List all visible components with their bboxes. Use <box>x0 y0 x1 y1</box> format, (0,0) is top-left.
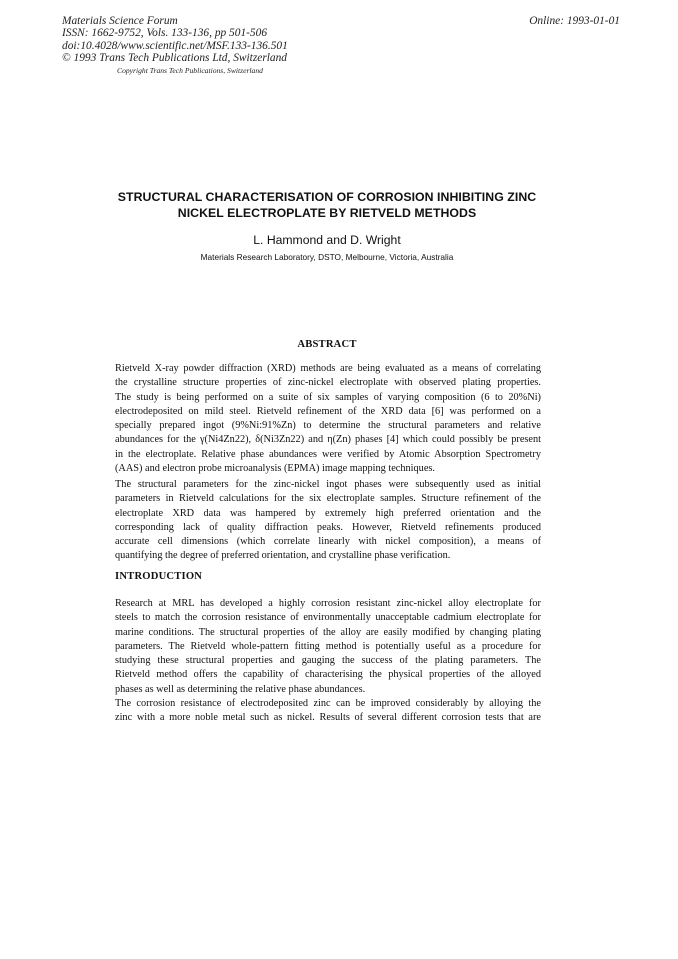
text-line: electrodeposited on mild steel. Rietveld refinement of the XRD data [6] was performed on a <box>115 405 541 417</box>
text-line: Research at MRL has developed a highly corrosion resistant zinc-nickel alloy electroplate for <box>115 598 541 609</box>
text-line: marine conditions. The structural properties of the alloy are easily modified by changing plating <box>115 626 541 638</box>
publisher-copyright: Copyright Trans Tech Publications, Switzerland <box>117 66 263 75</box>
text-line: specially prepared ingot (9%Ni:91%Zn) to determine the structural parameters and relative <box>115 420 541 432</box>
journal-name: Materials Science Forum <box>62 15 178 27</box>
text-line: zinc with a more noble metal such as nickel. Results of several different corrosion tests that are <box>115 712 541 724</box>
journal-metadata <box>62 15 288 65</box>
title-line: STRUCTURAL CHARACTERISATION OF CORROSION INHIBITING ZINC <box>117 190 537 204</box>
text-line: (AAS) and electron probe microanalysis (EPMA) image mapping techniques. <box>115 463 435 475</box>
doi-line: doi:10.4028/www.scientific.net/MSF.133-136.501 <box>62 39 288 52</box>
paper-title <box>96 189 558 221</box>
text-line: phases as well as determining the relative phase abundances. <box>115 683 366 695</box>
text-line: corresponding lack of quality diffraction peaks. However, Rietveld refinements produced <box>115 521 541 533</box>
text-line: The study is being performed on a suite of six samples of varying composition (6 to 20%Ni) <box>115 391 541 403</box>
title-line: NICKEL ELECTROPLATE BY RIETVELD METHODS <box>177 206 477 220</box>
abstract-heading: ABSTRACT <box>297 339 357 350</box>
text-line: The corrosion resistance of electrodeposited zinc can be improved considerably by alloying the <box>115 698 541 709</box>
text-line: abundances for the γ(Ni4Zn22), δ(Ni3Zn22) and η(Zn) phases [4] which could possibly be present <box>115 434 541 446</box>
abstract-paragraph-1 <box>115 362 541 476</box>
text-line: studying these structural properties and gauging the success of the plating parameters. The <box>115 655 541 667</box>
text-line: Rietveld method offers the capability of characterising the physical properties of the alloyed <box>115 669 541 681</box>
text-line: steels to match the corrosion resistance of environmentally unacceptable cadmium electroplate for <box>115 612 541 624</box>
online-date: Online: 1993-01-01 <box>529 15 620 27</box>
introduction-paragraph-1 <box>115 597 541 697</box>
introduction-heading: INTRODUCTION <box>115 571 203 582</box>
affiliation: Materials Research Laboratory, DSTO, Melbourne, Victoria, Australia <box>200 252 454 262</box>
text-line: in the electroplate. Relative phase abundances were verified by Atomic Absorption Spectrometry <box>115 448 541 460</box>
text-line: The structural parameters for the zinc-nickel ingot phases were subsequently used as initial <box>115 479 541 490</box>
text-line: accurate cell dimensions (which correlate linearly with nickel composition), a means of <box>115 536 541 548</box>
copyright-line: © 1993 Trans Tech Publications Ltd, Switzerland <box>62 52 287 65</box>
text-line: quantifying the degree of preferred orientation, and crystalline phase verification. <box>115 550 451 562</box>
authors: L. Hammond and D. Wright <box>253 233 401 247</box>
abstract-paragraph-2 <box>115 478 541 564</box>
issn-line: ISSN: 1662-9752, Vols. 133-136, pp 501-506 <box>62 27 268 40</box>
text-line: Rietveld X-ray powder diffraction (XRD) methods are being evaluated as a means of correlating <box>115 363 541 374</box>
text-line: parameters in Rietveld calculations for the six electroplate samples. Structure refinement of the <box>115 493 541 505</box>
introduction-paragraph-2 <box>115 697 541 726</box>
text-line: electroplate XRD data was hampered by extremely high preferred orientation and the <box>115 507 541 519</box>
text-line: the crystalline structure properties of zinc-nickel electroplate with observed plating properties. <box>115 377 541 389</box>
text-line: parameters. The Rietveld whole-pattern fitting method is potentially useful as a procedure for <box>115 640 541 652</box>
